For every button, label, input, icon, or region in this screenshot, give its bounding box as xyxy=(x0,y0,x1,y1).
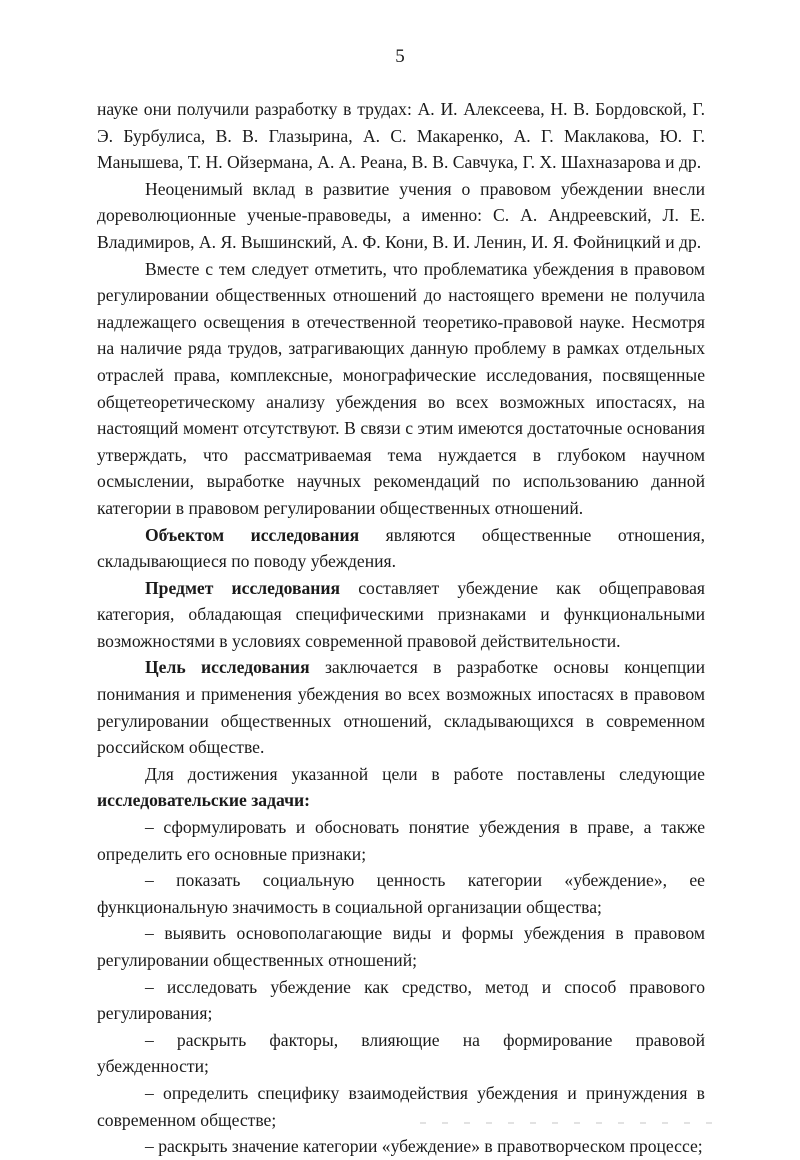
page-number: 5 xyxy=(395,46,405,67)
task-item: – раскрыть факторы, влияющие на формирование правовой убежденности; xyxy=(97,1029,705,1077)
paragraph-goal xyxy=(97,654,705,760)
scan-artifact xyxy=(420,1122,720,1124)
object-text: являются общественные отношения, складывающиеся по поводу убеждения. xyxy=(97,524,705,572)
task-item: – раскрыть значение категории «убеждение» в правотворческом процессе; xyxy=(145,1136,703,1157)
goal-text: заключается в разработке основы концепции понимания и применения убеждения во всех возможных ипостасях в правовом регулировании общественных отношений, складывающихся в современном российском обществе. xyxy=(97,657,705,758)
paragraph-relevance: Вместе с тем следует отметить, что проблематика убеждения в правовом регулировании общественных отношений до настоящего времени не получила надлежащего освещения в отечественной теоретико-правовой науке. Несмотря на наличие ряда трудов, затрагивающих данную проблему в рамках отдельных отраслей права, комплексные, монографические исследования, посвященные общетеоретическому анализу убеждения во всех возможных ипостасях, на настоящий момент отсутствуют. В связи с этим имеются достаточные основания утверждать, что рассматриваемая тема нуждается в глубоком научном осмыслении, выработке научных рекомендаций по использованию данной категории в правовом регулировании общественных отношений. xyxy=(97,258,705,518)
task-item: – показать социальную ценность категории «убеждение», ее функциональную значимость в социальной организации общества; xyxy=(97,870,705,917)
paragraph-subject xyxy=(97,575,705,655)
paragraph-prerevolutionary-scholars: Неоценимый вклад в развитие учения о правовом убеждении внесли дореволюционные ученые-правоведы, а именно: С. А. Андреевский, Л. Е. Владимиров, А. Я. Вышинский, А. Ф. Кони, В. И. Ленин, И. Я. Фойницкий и др. xyxy=(97,178,705,252)
document-body xyxy=(97,96,705,1160)
paragraph-literature: науке они получили разработку в трудах: А. И. Алексеева, Н. В. Бордовской, Г. Э. Бурбулиса, В. В. Глазырина, А. С. Макаренко, А. Г. Маклакова, Ю. Г. Манышева, Т. Н. Ойзермана, А. А. Реана, В. В. Савчука, Г. Х. Шахназарова и др. xyxy=(97,99,705,173)
tasks-intro-text: Для достижения указанной цели в работе поставлены следующие xyxy=(145,763,705,784)
task-item: – исследовать убеждение как средство, метод и способ правового регулирования; xyxy=(97,976,705,1024)
paragraph-object xyxy=(97,522,705,575)
subject-heading: Предмет исследования xyxy=(145,577,341,598)
paragraph-tasks-intro xyxy=(97,761,705,814)
task-item: – выявить основополагающие виды и формы убеждения в правовом регулировании общественных отношений; xyxy=(97,923,705,970)
task-item: – определить специфику взаимодействия убеждения и принуждения в современном обществе; xyxy=(97,1082,705,1130)
goal-heading: Цель исследования xyxy=(145,657,310,678)
object-heading: Объектом исследования xyxy=(145,524,360,545)
tasks-heading: исследовательские задачи: xyxy=(97,790,310,811)
subject-text: составляет убеждение как общеправовая категория, обладающая специфическими признаками и функциональными возможностями в условиях современной правовой действительности. xyxy=(97,577,705,651)
task-item: – сформулировать и обосновать понятие убеждения в праве, а также определить его основные признаки; xyxy=(97,817,705,864)
